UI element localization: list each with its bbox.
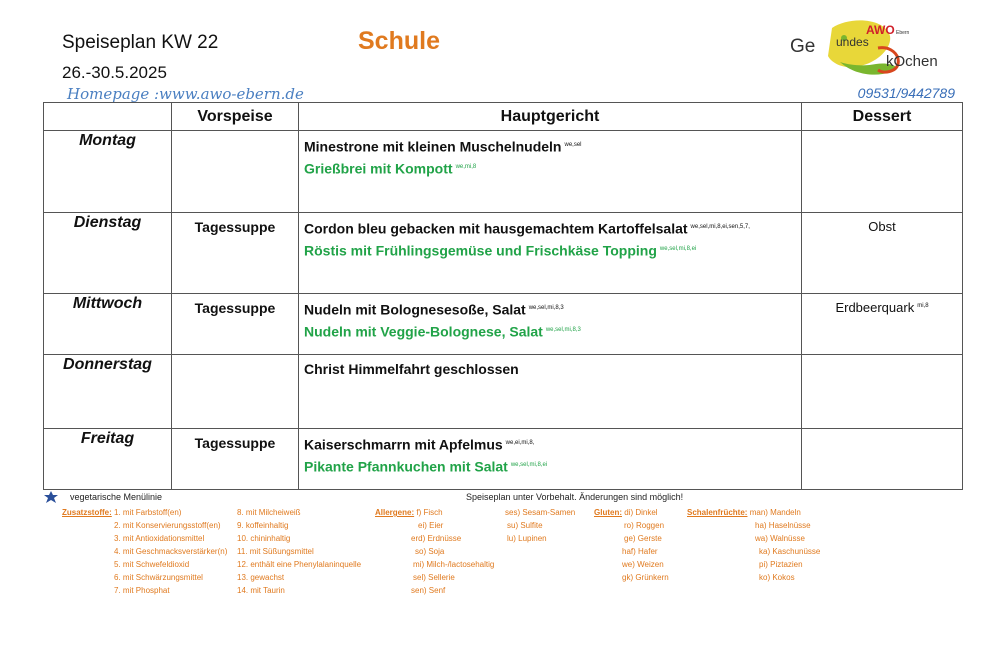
school-label: Schule xyxy=(358,27,440,55)
header-dessert: Dessert xyxy=(802,103,963,131)
allergen-codes: we,sel,mi,8,3 xyxy=(528,305,564,311)
legend-heading: Zusatzstoffe: xyxy=(62,508,112,517)
homepage-link[interactable]: Homepage :www.awo-ebern.de xyxy=(67,85,304,103)
header-day xyxy=(44,103,172,131)
svg-text:undes: undes xyxy=(836,35,869,49)
header-vorspeise: Vorspeise xyxy=(172,103,299,131)
table-header-row xyxy=(44,103,963,131)
date-range: 26.-30.5.2025 xyxy=(62,63,167,82)
legend-allergene-col1: Allergene: f) Fisch ei) Eier erd) Erdnüsse so) Soja mi) Milch-/lactosehaltig sel) Sellerie sen) Senf xyxy=(375,508,495,595)
dish: Cordon bleu gebacken mit hausgemachtem Kartoffelsalat $^{we,sel,mi,8,ei,sen,5,7,}$ xyxy=(304,220,750,237)
allergen-codes: we,sel,mi,8,ei,sen,5,7, xyxy=(690,224,750,230)
table-row xyxy=(44,213,963,294)
vorspeise-cell: Tagessuppe xyxy=(172,294,299,355)
day-label: Dienstag xyxy=(44,213,172,294)
dessert-cell xyxy=(802,131,963,213)
dish-vegetarian: Pikante Pfannkuchen mit Salat $^{we,sel,mi,8,ei}$ xyxy=(304,458,548,475)
dish-vegetarian: Nudeln mit Veggie-Bolognese, Salat $^{we,sel,mi,8,3}$ xyxy=(304,323,581,340)
table-row xyxy=(44,355,963,429)
legend-heading: Schalenfrüchte: xyxy=(687,508,748,517)
hauptgericht-cell xyxy=(299,294,802,355)
legend-heading: Allergene: xyxy=(375,508,415,517)
table-row xyxy=(44,294,963,355)
dessert-cell xyxy=(802,429,963,490)
legend-zusatz-col1: Zusatzstoffe: 1. mit Farbstoff(en) 2. mit Konservierungsstoff(en) 3. mit Antioxidationsmittel 4. mit Geschmacksverstärker(n) 5. mit Schwefeldioxid 6. mit Schwärzungsmittel 7. mit Phosphat xyxy=(62,508,228,595)
vorspeise-cell xyxy=(172,355,299,429)
disclaimer: Speiseplan unter Vorbehalt. Änderungen sind möglich! xyxy=(466,492,684,502)
hauptgericht-cell xyxy=(299,213,802,294)
vegetarian-star-icon xyxy=(44,491,58,503)
dish: Christ Himmelfahrt geschlossen xyxy=(304,361,519,377)
header-hauptgericht: Hauptgericht xyxy=(299,103,802,131)
vorspeise-cell: Tagessuppe xyxy=(172,429,299,490)
legend-gluten: Gluten: di) Dinkel ro) Roggen ge) Gerste haf) Hafer we) Weizen gk) Grünkern xyxy=(594,508,669,582)
allergen-codes: mi,8 xyxy=(917,302,929,309)
allergen-codes: we,mi,8 xyxy=(455,163,477,170)
svg-text:kOchen: kOchen xyxy=(886,53,938,70)
dish: Kaiserschmarrn mit Apfelmus $^{we,ei,mi,8,}$ xyxy=(304,436,535,453)
hauptgericht-cell xyxy=(299,429,802,490)
day-label: Freitag xyxy=(44,429,172,490)
svg-text:Ebern: Ebern xyxy=(896,30,910,36)
phone-number: 09531/9442789 xyxy=(857,85,955,101)
day-label: Donnerstag xyxy=(44,355,172,429)
allergen-codes: we,sel,mi,8,ei xyxy=(510,461,548,468)
svg-text:AWO: AWO xyxy=(866,23,895,37)
menu-table xyxy=(43,102,963,490)
legend-schalenfruechte: Schalenfrüchte: man) Mandeln ha) Haselnüsse wa) Walnüsse ka) Kaschunüsse pi) Piztazien ko) Kokos xyxy=(687,508,821,582)
dish: Minestrone mit kleinen Muschelnudeln $^{we,sel}$ xyxy=(304,138,582,155)
day-label: Montag xyxy=(44,131,172,213)
page-title: Speiseplan KW 22 xyxy=(62,32,219,53)
table-row xyxy=(44,429,963,490)
legend-allergene-col2: ses) Sesam-Samen su) Sulfite lu) Lupinen xyxy=(505,508,576,543)
vorspeise-cell: Tagessuppe xyxy=(172,213,299,294)
allergen-codes: we,sel xyxy=(564,142,582,148)
dish-vegetarian: Grießbrei mit Kompott $^{we,mi,8}$ xyxy=(304,160,477,177)
legend-zusatz-col2: 8. mit Milcheiweiß 9. koffeinhaltig 10. chininhaltig 11. mit Süßungsmittel 12. enthält eine Phenylalaninquelle 13. gewachst 14. mit Taurin xyxy=(237,508,362,595)
legend-heading: Gluten: xyxy=(594,508,622,517)
allergen-codes: we,ei,mi,8, xyxy=(505,440,535,446)
table-row xyxy=(44,131,963,213)
hauptgericht-cell xyxy=(299,131,802,213)
allergen-codes: we,sel,mi,8,ei xyxy=(659,245,697,252)
dessert-cell: Obst xyxy=(802,213,963,294)
allergen-codes: we,sel,mi,8,3 xyxy=(545,326,581,333)
svg-text:Ge: Ge xyxy=(790,36,816,57)
hauptgericht-cell xyxy=(299,355,802,429)
gesundes-kochen-logo xyxy=(780,18,970,84)
vorspeise-cell xyxy=(172,131,299,213)
vegetarian-legend: vegetarische Menülinie xyxy=(70,492,163,502)
day-label: Mittwoch xyxy=(44,294,172,355)
dish: Nudeln mit Bolognesesoße, Salat $^{we,sel,mi,8,3}$ xyxy=(304,301,564,318)
dessert-cell: Erdbeerquark $^{mi,8}$ xyxy=(802,294,963,355)
dish-vegetarian: Röstis mit Frühlingsgemüse und Frischkäse Topping $^{we,sel,mi,8,ei}$ xyxy=(304,242,697,259)
dessert-cell xyxy=(802,355,963,429)
